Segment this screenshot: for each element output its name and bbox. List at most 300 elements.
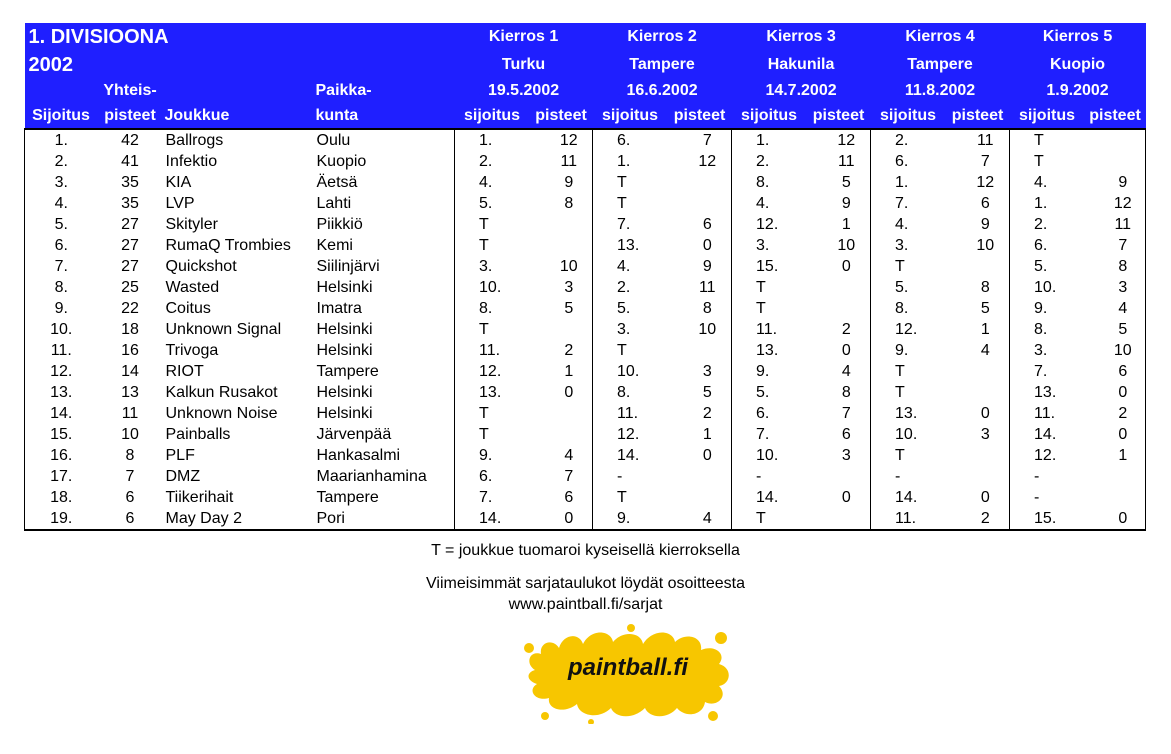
team-rank: 16.	[25, 445, 98, 466]
round-1-placement: T	[455, 319, 530, 340]
team-rank: 7.	[25, 256, 98, 277]
round-1-points	[530, 403, 593, 424]
team-total-points: 25	[121, 279, 139, 296]
round-3-points: 11	[837, 153, 855, 170]
total-points-header-line2: pisteet	[98, 104, 163, 130]
team-name: RumaQ Trombies	[165, 237, 291, 254]
round-5-placement: 10.	[1010, 277, 1085, 298]
round-5-placement: 14.	[1010, 424, 1085, 445]
round-1-placement: 11.	[455, 340, 530, 361]
round-5-points: 0	[1085, 382, 1146, 403]
round-4-placement: 5.	[871, 277, 946, 298]
latest-tables-note: Viimeisimmät sarjataulukot löydät osoitteesta	[426, 575, 745, 592]
team-location: Tampere	[316, 363, 379, 380]
round-5-points: 3	[1085, 277, 1146, 298]
round-5-points: 4	[1085, 298, 1146, 319]
round-5-name: Kierros 5	[1010, 23, 1146, 51]
team-name: PLF	[165, 447, 195, 464]
round-4-placement: 4.	[871, 214, 946, 235]
team-total-points: 27	[121, 258, 139, 275]
round-1-points: 8	[564, 195, 574, 212]
paintball-fi-logo	[521, 624, 735, 724]
team-total-points: 6	[98, 508, 163, 530]
round-2-placement: 10.	[593, 361, 668, 382]
round-4-placement: 6.	[871, 151, 946, 172]
total-points-header-line1: Yhteis-	[98, 79, 163, 104]
team-rank: 19.	[25, 508, 98, 530]
round-4-points: 8	[980, 279, 990, 296]
round-2-points: 4	[668, 508, 732, 530]
round-1-placement: T	[455, 235, 530, 256]
team-total-points: 7	[125, 468, 135, 485]
table-row	[25, 256, 1146, 277]
round-2-placement: 9.	[593, 508, 668, 530]
round-4-points	[946, 466, 1010, 487]
round-1-points: 5	[564, 300, 574, 317]
round-4-date: 11.8.2002	[871, 79, 1010, 104]
round-4-placement: T	[871, 445, 946, 466]
team-rank: 14.	[25, 403, 98, 424]
team-name: Coitus	[165, 300, 211, 317]
round-2-placement: 1.	[593, 151, 668, 172]
round-1-date: 19.5.2002	[455, 79, 593, 104]
round-2-placement: 6.	[593, 129, 668, 151]
team-rank: 8.	[25, 277, 98, 298]
team-total-points: 41	[121, 153, 139, 170]
table-row	[25, 235, 1146, 256]
round-2-name: Kierros 2	[593, 23, 732, 51]
round-5-placement: -	[1010, 487, 1085, 508]
round-4-points: 1	[980, 321, 990, 338]
team-total-points: 18	[121, 321, 139, 338]
team-rank: 12.	[25, 361, 98, 382]
round-5-points	[1085, 466, 1146, 487]
round-4-city: Tampere	[871, 51, 1010, 79]
round-2-placement-header: sijoitus	[593, 104, 668, 130]
round-1-points	[530, 319, 593, 340]
round-2-points	[668, 193, 732, 214]
round-1-points-header: pisteet	[530, 104, 593, 130]
team-rank: 11.	[25, 340, 98, 361]
table-row	[25, 403, 1146, 424]
round-4-points: 6	[980, 195, 990, 212]
team-total-points: 6	[125, 489, 135, 506]
round-3-placement: 3.	[732, 235, 807, 256]
round-2-placement: 2.	[593, 277, 668, 298]
round-2-placement: T	[593, 340, 668, 361]
round-5-points: 0	[1085, 508, 1146, 530]
round-3-placement: 14.	[732, 487, 807, 508]
round-5-points: 8	[1085, 256, 1146, 277]
round-1-points: 11	[560, 153, 578, 170]
round-4-placement: 3.	[871, 235, 946, 256]
round-3-city: Hakunila	[732, 51, 871, 79]
round-4-placement: 8.	[871, 298, 946, 319]
round-4-placement: 14.	[871, 487, 946, 508]
round-3-placement: 11.	[732, 319, 807, 340]
round-3-placement-header: sijoitus	[732, 104, 807, 130]
round-1-points: 7	[564, 468, 574, 485]
table-row	[25, 129, 1146, 151]
round-2-placement: 3.	[593, 319, 668, 340]
round-5-placement: 9.	[1010, 298, 1085, 319]
team-name: Unknown Signal	[165, 321, 282, 338]
round-3-points: 1	[841, 216, 851, 233]
round-5-placement: 3.	[1010, 340, 1085, 361]
team-rank: 5.	[25, 214, 98, 235]
team-location: Kemi	[316, 237, 353, 254]
team-name: KIA	[165, 174, 192, 191]
team-location: Pori	[314, 508, 455, 530]
round-1-placement: 3.	[455, 256, 530, 277]
table-row	[25, 214, 1146, 235]
team-name: May Day 2	[163, 508, 314, 530]
round-4-points	[946, 361, 1010, 382]
round-4-points: 0	[980, 405, 990, 422]
team-name: Painballs	[165, 426, 231, 443]
round-2-placement: 13.	[593, 235, 668, 256]
round-1-placement: 8.	[455, 298, 530, 319]
round-3-placement: T	[732, 277, 807, 298]
round-1-points: 12	[530, 129, 593, 151]
round-5-placement: 6.	[1010, 235, 1085, 256]
round-1-points	[530, 424, 593, 445]
round-4-placement: T	[871, 256, 946, 277]
round-5-placement: 8.	[1010, 319, 1085, 340]
round-3-placement: 1.	[732, 129, 807, 151]
team-total-points: 14	[121, 363, 139, 380]
round-1-placement: 12.	[455, 361, 530, 382]
round-5-placement: 1.	[1010, 193, 1085, 214]
round-1-points: 6	[564, 489, 574, 506]
round-5-points: 2	[1085, 403, 1146, 424]
round-5-points: 5	[1085, 319, 1146, 340]
round-1-placement: T	[455, 403, 530, 424]
round-2-points: 6	[702, 216, 712, 233]
table-row	[25, 277, 1146, 298]
round-5-points: 11	[1085, 214, 1146, 235]
round-5-points: 9	[1085, 172, 1146, 193]
round-2-placement: 7.	[593, 214, 668, 235]
round-2-points: 0	[702, 237, 712, 254]
table-row	[25, 487, 1146, 508]
round-2-points: 1	[702, 426, 712, 443]
round-5-points-header: pisteet	[1085, 104, 1146, 130]
team-location: Oulu	[314, 129, 455, 151]
round-2-placement: -	[593, 466, 668, 487]
round-4-placement: T	[871, 361, 946, 382]
round-3-points: 10	[837, 237, 856, 254]
table-row	[25, 319, 1146, 340]
table-row	[25, 361, 1146, 382]
round-1-name: Kierros 1	[455, 23, 593, 51]
round-3-points: 4	[841, 363, 851, 380]
table-row	[25, 445, 1146, 466]
team-name: Kalkun Rusakot	[165, 384, 278, 401]
round-1-points: 0	[564, 384, 574, 401]
round-1-points: 2	[564, 342, 574, 359]
round-5-placement: 7.	[1010, 361, 1085, 382]
round-2-points	[668, 172, 732, 193]
round-2-placement: 8.	[593, 382, 668, 403]
team-location: Äetsä	[316, 174, 358, 191]
team-rank: 2.	[25, 151, 98, 172]
round-5-placement: 13.	[1010, 382, 1085, 403]
round-5-points	[1085, 487, 1146, 508]
round-4-points: 7	[980, 153, 990, 170]
round-5-placement: T	[1010, 151, 1085, 172]
team-location: Imatra	[316, 300, 362, 317]
round-5-points: 12	[1085, 193, 1146, 214]
team-location: Piikkiö	[316, 216, 363, 233]
round-5-placement: 15.	[1010, 508, 1085, 530]
team-location: Maarianhamina	[316, 468, 427, 485]
round-3-points: 0	[841, 489, 851, 506]
round-4-points: 4	[980, 342, 990, 359]
team-total-points: 27	[121, 216, 139, 233]
round-5-placement: T	[1010, 129, 1085, 151]
round-4-placement-header: sijoitus	[871, 104, 946, 130]
team-rank: 3.	[25, 172, 98, 193]
round-2-date: 16.6.2002	[593, 79, 732, 104]
round-1-placement: 13.	[455, 382, 530, 403]
round-4-points: 5	[980, 300, 990, 317]
round-1-placement: 1.	[455, 129, 530, 151]
round-1-placement: 2.	[455, 151, 530, 172]
round-2-city: Tampere	[593, 51, 732, 79]
round-1-points: 9	[564, 174, 574, 191]
round-3-placement: 5.	[732, 382, 807, 403]
round-3-points: 12	[807, 129, 871, 151]
round-4-points	[946, 382, 1010, 403]
team-total-points: 10	[121, 426, 139, 443]
team-total-points: 42	[98, 129, 163, 151]
round-3-name: Kierros 3	[732, 23, 871, 51]
team-total-points: 11	[121, 405, 139, 422]
team-total-points: 27	[121, 237, 139, 254]
round-2-points: 0	[702, 447, 712, 464]
round-4-points: 11	[946, 129, 1010, 151]
team-rank: 10.	[25, 319, 98, 340]
round-3-points: 6	[841, 426, 851, 443]
round-1-points: 0	[530, 508, 593, 530]
round-4-name: Kierros 4	[871, 23, 1010, 51]
round-5-points	[1085, 129, 1146, 151]
table-row	[25, 382, 1146, 403]
round-3-points: 3	[841, 447, 851, 464]
round-1-placement: 7.	[455, 487, 530, 508]
round-3-points	[807, 508, 871, 530]
round-3-points	[807, 277, 871, 298]
round-5-placement: 4.	[1010, 172, 1085, 193]
team-name: Unknown Noise	[165, 405, 278, 422]
round-3-points: 2	[841, 321, 851, 338]
team-rank: 9.	[25, 298, 98, 319]
round-1-placement: 5.	[455, 193, 530, 214]
latest-tables-url: www.paintball.fi/sarjat	[508, 596, 663, 613]
location-header-line2: kunta	[314, 104, 455, 130]
round-2-points: 9	[702, 258, 712, 275]
team-rank: 15.	[25, 424, 98, 445]
round-3-placement: T	[732, 508, 807, 530]
round-4-placement: 1.	[871, 172, 946, 193]
round-2-placement: 11.	[593, 403, 668, 424]
round-3-points: 8	[841, 384, 851, 401]
round-3-placement: T	[732, 298, 807, 319]
table-row	[25, 466, 1146, 487]
team-total-points: 35	[121, 195, 139, 212]
round-3-placement: 8.	[732, 172, 807, 193]
table-row	[25, 193, 1146, 214]
round-3-points: 0	[841, 258, 851, 275]
round-3-placement: 15.	[732, 256, 807, 277]
round-3-date: 14.7.2002	[732, 79, 871, 104]
round-3-points	[807, 466, 871, 487]
table-header	[25, 23, 1146, 129]
team-rank: 18.	[25, 487, 98, 508]
round-1-placement: T	[455, 214, 530, 235]
round-3-placement: 12.	[732, 214, 807, 235]
round-2-placement: 14.	[593, 445, 668, 466]
round-2-points: 10	[698, 321, 717, 338]
team-location: Helsinki	[316, 342, 373, 359]
round-4-placement: 12.	[871, 319, 946, 340]
team-name: RIOT	[165, 363, 204, 380]
round-5-placement: 2.	[1010, 214, 1085, 235]
round-4-placement: T	[871, 382, 946, 403]
round-4-points-header: pisteet	[946, 104, 1010, 130]
team-rank: 13.	[25, 382, 98, 403]
round-4-points: 0	[980, 489, 990, 506]
team-total-points: 22	[121, 300, 139, 317]
round-1-points: 10	[559, 258, 578, 275]
round-1-points	[530, 235, 593, 256]
round-5-placement: -	[1010, 466, 1085, 487]
team-name: Tiikerihait	[165, 489, 234, 506]
team-location: Helsinki	[316, 321, 373, 338]
team-name: DMZ	[165, 468, 201, 485]
round-5-city: Kuopio	[1010, 51, 1146, 79]
round-1-placement: 10.	[455, 277, 530, 298]
round-2-placement: T	[593, 487, 668, 508]
team-name: Wasted	[165, 279, 220, 296]
team-location: Helsinki	[316, 279, 373, 296]
round-2-points-header: pisteet	[668, 104, 732, 130]
round-2-points: 11	[698, 279, 716, 296]
table-row	[25, 298, 1146, 319]
round-4-points	[946, 256, 1010, 277]
team-name: Skityler	[165, 216, 218, 233]
team-name: LVP	[165, 195, 195, 212]
round-5-placement: 12.	[1010, 445, 1085, 466]
round-3-placement: 7.	[732, 424, 807, 445]
team-total-points: 8	[125, 447, 135, 464]
round-3-placement: 4.	[732, 193, 807, 214]
round-2-points: 7	[668, 129, 732, 151]
round-1-placement: T	[455, 424, 530, 445]
round-3-points	[807, 298, 871, 319]
round-3-points-header: pisteet	[807, 104, 871, 130]
round-4-points: 12	[976, 174, 995, 191]
standings-table	[24, 23, 1146, 531]
round-1-placement: 14.	[455, 508, 530, 530]
round-3-placement: 13.	[732, 340, 807, 361]
round-1-placement: 6.	[455, 466, 530, 487]
team-name: Quickshot	[165, 258, 237, 275]
season-year: 2002	[25, 51, 455, 79]
table-row	[25, 508, 1146, 530]
round-2-points: 5	[702, 384, 712, 401]
round-5-placement-header: sijoitus	[1010, 104, 1085, 130]
round-1-placement: 9.	[455, 445, 530, 466]
rank-header: Sijoitus	[25, 104, 98, 130]
round-4-placement: -	[871, 466, 946, 487]
logo-text: paintball.fi	[568, 654, 688, 681]
round-1-points: 4	[564, 447, 574, 464]
round-4-points	[946, 445, 1010, 466]
round-5-placement: 11.	[1010, 403, 1085, 424]
round-5-points: 10	[1085, 340, 1146, 361]
round-2-points: 12	[698, 153, 717, 170]
table-row	[25, 172, 1146, 193]
round-3-points: 0	[841, 342, 851, 359]
team-name: Ballrogs	[163, 129, 314, 151]
team-total-points: 13	[121, 384, 139, 401]
team-location: Hankasalmi	[316, 447, 401, 464]
round-2-placement: T	[593, 172, 668, 193]
table-row	[25, 424, 1146, 445]
team-location: Lahti	[316, 195, 352, 212]
team-name: Infektio	[165, 153, 218, 170]
round-4-points: 10	[976, 237, 995, 254]
round-4-points: 3	[980, 426, 990, 443]
round-3-placement: 2.	[732, 151, 807, 172]
round-5-date: 1.9.2002	[1010, 79, 1146, 104]
team-total-points: 16	[121, 342, 139, 359]
team-header: Joukkue	[163, 104, 314, 130]
round-5-points: 7	[1085, 235, 1146, 256]
team-location: Helsinki	[316, 384, 373, 401]
round-2-placement: 12.	[593, 424, 668, 445]
table-row	[25, 340, 1146, 361]
team-rank: 1.	[25, 129, 98, 151]
round-2-points	[668, 340, 732, 361]
round-4-placement: 10.	[871, 424, 946, 445]
round-4-placement: 9.	[871, 340, 946, 361]
table-row	[25, 151, 1146, 172]
round-2-points	[668, 466, 732, 487]
legend-note: T = joukkue tuomaroi kyseisellä kierroksella	[431, 542, 740, 559]
round-4-placement: 7.	[871, 193, 946, 214]
table-body	[25, 129, 1146, 530]
round-3-points: 5	[841, 174, 851, 191]
team-location: Kuopio	[316, 153, 367, 170]
round-1-placement: 4.	[455, 172, 530, 193]
round-3-placement: 10.	[732, 445, 807, 466]
round-1-placement-header: sijoitus	[455, 104, 530, 130]
round-2-placement: 4.	[593, 256, 668, 277]
round-2-points: 2	[702, 405, 712, 422]
team-location: Helsinki	[316, 405, 373, 422]
round-4-placement: 13.	[871, 403, 946, 424]
round-5-placement: 5.	[1010, 256, 1085, 277]
round-3-placement: 9.	[732, 361, 807, 382]
round-2-placement: 5.	[593, 298, 668, 319]
team-total-points: 35	[121, 174, 139, 191]
team-rank: 4.	[25, 193, 98, 214]
team-location: Siilinjärvi	[316, 258, 380, 275]
round-3-placement: 6.	[732, 403, 807, 424]
